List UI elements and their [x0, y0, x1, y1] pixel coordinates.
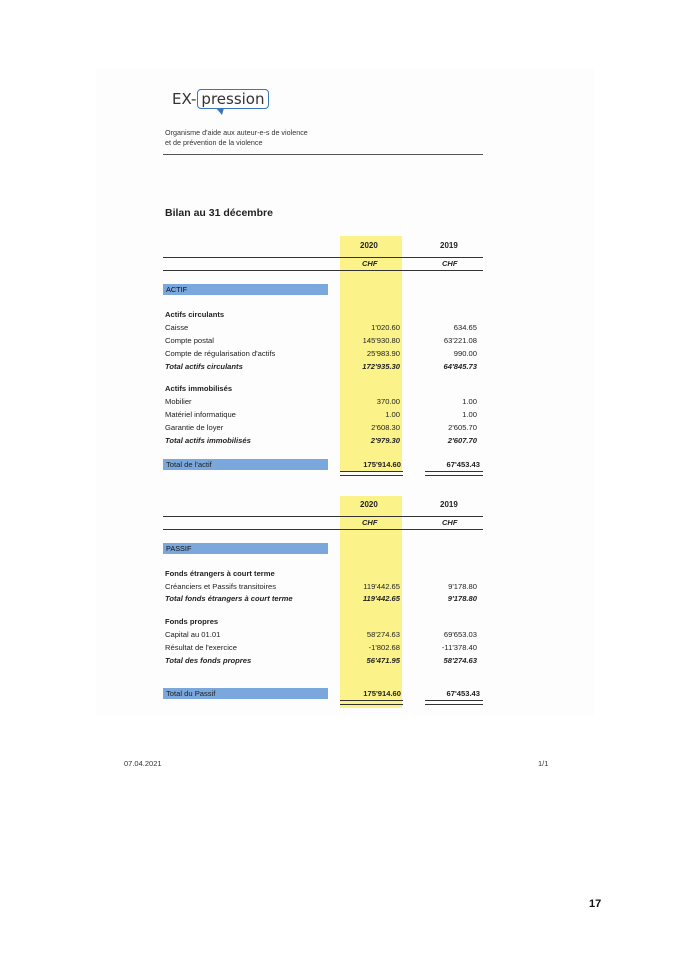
table-row: Compte de régularisation d'actifs 25'983.90 990.00	[165, 349, 477, 358]
passif-heading: PASSIF	[166, 544, 192, 553]
actif-heading: ACTIF	[166, 285, 188, 294]
section-heading: Fonds propres	[165, 617, 219, 626]
year-2019-header-passif: 2019	[440, 500, 458, 509]
actif-heading-bar	[163, 284, 328, 295]
year-2019-header-actif: 2019	[440, 241, 458, 250]
grand-total-actif: Total de l'actif 175'914.60 67'453.43	[163, 459, 483, 471]
subtotal-row: Total fonds étrangers à court terme 119'442.65 9'178.80	[165, 594, 477, 603]
footer-date: 07.04.2021	[124, 759, 162, 768]
grand-total-passif: Total du Passif 175'914.60 67'453.43	[163, 688, 483, 700]
table-row: Garantie de loyer 2'608.30 2'605.70	[165, 423, 477, 432]
subtotal-row: Total actifs circulants 172'935.30 64'845.73	[165, 362, 477, 371]
table-rule	[163, 270, 483, 271]
currency-2019-actif: CHF	[442, 259, 458, 268]
currency-2019-passif: CHF	[442, 518, 458, 527]
header-divider	[163, 154, 483, 155]
logo-speech-tail	[216, 108, 224, 115]
org-line-2: et de prévention de la violence	[165, 138, 263, 147]
logo-boxed: pression	[197, 89, 268, 109]
org-line-1: Organisme d'aide aux auteur-e-s de violence	[165, 128, 308, 137]
subtotal-row: Total des fonds propres 56'471.95 58'274.63	[165, 656, 477, 665]
logo	[172, 90, 269, 108]
table-row: Compte postal 145'930.80 63'221.08	[165, 336, 477, 345]
section-heading: Fonds étrangers à court terme	[165, 569, 275, 578]
passif-heading-bar	[163, 543, 328, 554]
table-row: Matériel informatique 1.00 1.00	[165, 410, 477, 419]
document-title: Bilan au 31 décembre	[165, 207, 273, 219]
footer-page-of: 1/1	[538, 759, 549, 768]
page-number: 17	[589, 898, 602, 910]
currency-2020-passif: CHF	[362, 518, 378, 527]
currency-2020-actif: CHF	[362, 259, 378, 268]
section-heading: Actifs circulants	[165, 310, 225, 319]
table-row: Caisse 1'020.60 634.65	[165, 323, 477, 332]
table-row: Créanciers et Passifs transitoires 119'442.65 9'178.80	[165, 582, 477, 591]
year-2020-header-passif: 2020	[360, 500, 378, 509]
year-2020-header-actif: 2020	[360, 241, 378, 250]
table-row: Mobilier 370.00 1.00	[165, 397, 477, 406]
table-rule	[163, 257, 483, 258]
subtotal-row: Total actifs immobilisés 2'979.30 2'607.70	[165, 436, 477, 445]
logo-prefix: EX-	[172, 90, 197, 108]
table-rule	[163, 529, 483, 530]
table-rule	[163, 516, 483, 517]
section-heading: Actifs immobilisés	[165, 384, 233, 393]
organization-description	[165, 128, 308, 148]
table-row: Capital au 01.01 58'274.63 69'653.03	[165, 630, 477, 639]
table-row: Résultat de l'exercice -1'802.68 -11'378.40	[165, 643, 477, 652]
